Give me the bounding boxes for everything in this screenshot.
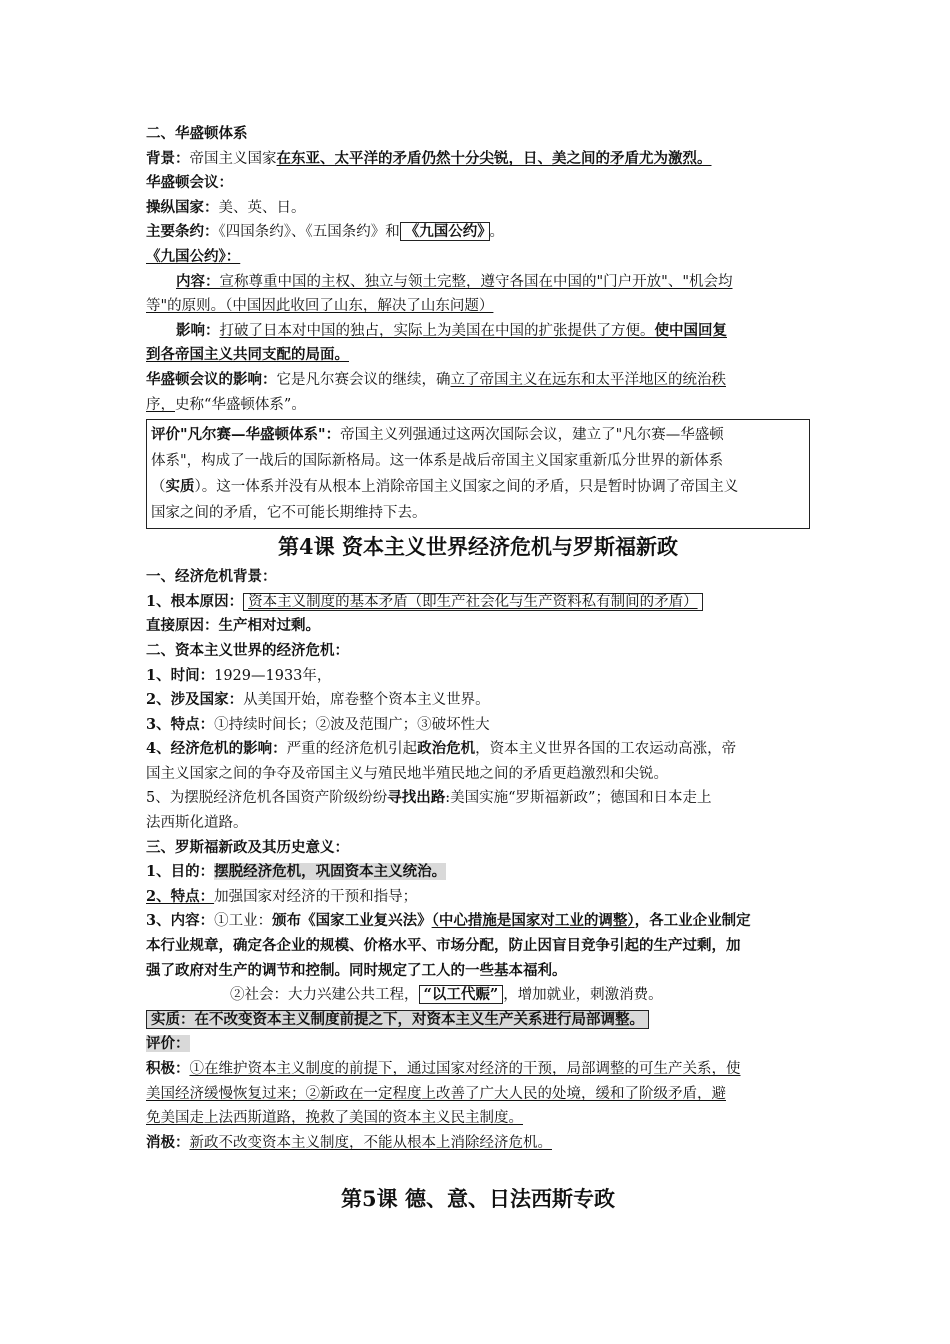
society-text-b: ，增加就业，刺激消费。	[503, 987, 663, 1004]
treaty-content-label: 内容：	[176, 272, 220, 290]
evaluation-paren-open: （	[151, 479, 166, 496]
crisis-time-label: 1、时间：	[146, 666, 215, 684]
evaluation-label: 评价"凡尔赛—华盛顿体系"：	[151, 426, 341, 444]
positive-text-1: ①在维护资本主义制度的前提下，通过国家对经济的干预，局部调整的可生产关系，使	[189, 1061, 741, 1077]
crisis-time-text: 1929—1933年，	[214, 667, 332, 684]
conference-impact-text-d: 史称“华盛顿体系”。	[175, 396, 306, 413]
main-treaties-end: 。	[489, 224, 504, 241]
negative-text: 新政不改变资本主义制度，不能从根本上消除经济危机。	[189, 1134, 552, 1151]
root-cause-label: 1、根本原因：	[146, 592, 244, 610]
society-line	[146, 983, 810, 1008]
new-deal-content-label: 3、内容：	[146, 912, 215, 930]
nine-power-treaty-box: 《九国公约》	[400, 222, 490, 241]
positive-label: 积极：	[146, 1060, 190, 1077]
work-relief-box: “以工代赈”	[419, 985, 504, 1004]
escape-line-2: 法西斯化道路。	[146, 815, 248, 832]
treaty-impact-line-2: 到各帝国主义共同支配的局面。	[146, 346, 349, 364]
background-emphasis-text: 在东亚、太平洋的矛盾仍然十分尖锐，日、美之间的矛盾尤为激烈。	[276, 149, 712, 167]
crisis-features-text: ①持续时间长；②波及范围广；③破坏性大	[214, 716, 490, 733]
background-plain-text: 帝国主义国家	[189, 150, 277, 167]
evaluation-text-1: 帝国主义列强通过这两次国际会议，建立了"凡尔赛—华盛顿	[340, 427, 724, 444]
crisis-impact-text-b: ，资本主义世界各国的工农运动高涨，帝	[475, 741, 737, 758]
background-label: 背景：	[146, 149, 190, 167]
conference-impact-text-b: 立了帝国主义在远东和太平洋地区的统治秩	[450, 371, 726, 388]
essence-line	[146, 1008, 810, 1033]
escape-line-1	[146, 786, 810, 811]
purpose-line	[146, 860, 810, 885]
evaluation-text-3: ）。这一体系并没有从根本上消除帝国主义国家之间的矛盾，只是暂时协调了帝国主义	[194, 479, 739, 496]
conference-impact-line-2	[146, 393, 810, 418]
background-line	[146, 147, 810, 172]
new-deal-content-line-2: 本行业规章，确定各企业的规模、价格水平、市场分配，防止因盲目竞争引起的生产过剩，加	[146, 937, 741, 955]
society-text-a: ②社会：大力兴建公共工程，	[230, 987, 419, 1004]
escape-text-a: 5、为摆脱经济危机各国资产阶级纷纷	[146, 790, 388, 807]
main-treaties-label: 主要条约：	[146, 223, 219, 241]
industry-label: ①工业：	[214, 913, 273, 930]
escape-text-b: :美国实施“罗斯福新政”；德国和日本走上	[445, 790, 712, 807]
treaty-content-text-1: 宣称尊重中国的主权、独立与领土完整，遵守各国在中国的"门户开放"、"机会均	[219, 273, 733, 290]
crisis-background-heading: 一、经济危机背景：	[146, 568, 277, 586]
main-treaties-text: 《四国条约》、《五国条约》和	[218, 224, 400, 241]
evaluation-box	[146, 419, 810, 529]
washington-conference-label: 华盛顿会议：	[146, 174, 233, 192]
evaluation-line-4: 国家之间的矛盾，它不可能长期维持下去。	[151, 505, 427, 522]
crisis-countries-text: 从美国开始，席卷整个资本主义世界。	[243, 692, 490, 709]
industry-central-measure: （中心措施是国家对工业的调整）	[431, 912, 635, 930]
controlling-countries-line	[146, 196, 810, 221]
new-deal-heading: 三、罗斯福新政及其历史意义：	[146, 838, 349, 856]
evaluation-line-3	[151, 474, 805, 500]
crisis-impact-emphasis: 政治危机	[417, 740, 476, 758]
treaty-impact-emphasis-1: 使中国回复	[654, 321, 727, 339]
essence-box: 实质：在不改变资本主义制度前提之下，对资本主义生产关系进行局部调整。	[146, 1010, 649, 1029]
new-deal-content-line-3: 强了政府对生产的调节和控制。同时规定了工人的一些基本福利。	[146, 961, 567, 979]
evaluation-line-1	[151, 422, 805, 448]
crisis-heading: 二、资本主义世界的经济危机：	[146, 641, 349, 659]
crisis-time-line	[146, 664, 810, 689]
positive-line-2: 美国经济缓慢恢复过来；②新政在一定程度上改善了广大人民的处境，缓和了阶级矛盾，避	[146, 1085, 726, 1102]
crisis-impact-line-1	[146, 737, 810, 762]
conference-impact-line-1	[146, 368, 810, 393]
conference-impact-label: 华盛顿会议的影响：	[146, 370, 277, 388]
industry-act: 颁布《国家工业复兴法》	[272, 912, 432, 930]
crisis-countries-line	[146, 688, 810, 713]
treaty-impact-line-1	[146, 319, 810, 344]
section-heading-washington-system: 二、华盛顿体系	[146, 125, 248, 142]
new-deal-features-label: 2、特点：	[146, 887, 215, 905]
treaty-impact-label: 影响：	[176, 321, 220, 339]
evaluation-essence-word: 实质	[165, 478, 195, 496]
spacer	[146, 1155, 810, 1181]
purpose-text: 摆脱经济危机，巩固资本主义统治。	[214, 863, 447, 881]
crisis-impact-label: 4、经济危机的影响：	[146, 740, 287, 758]
crisis-features-line	[146, 713, 810, 738]
industry-text: ，各工业企业制定	[634, 912, 751, 930]
negative-line	[146, 1131, 810, 1156]
crisis-impact-text-a: 严重的经济危机引起	[286, 741, 418, 758]
purpose-label: 1、目的：	[146, 863, 215, 881]
positive-line-1	[146, 1057, 810, 1082]
new-deal-content-line-1	[146, 909, 810, 934]
treaty-content-line-2: 等"的原则。（中国因此收回了山东，解决了山东问题）	[146, 298, 494, 315]
conference-impact-text-c: 序，	[146, 396, 175, 413]
root-cause-line	[146, 590, 810, 615]
crisis-features-label: 3、特点：	[146, 715, 215, 733]
controlling-countries-text: 美、英、日。	[218, 199, 306, 216]
positive-line-3: 免美国走上法西斯道路，挽救了美国的资本主义民主制度。	[146, 1110, 523, 1127]
new-deal-evaluation-label: 评价：	[146, 1035, 190, 1053]
negative-label: 消极：	[146, 1133, 190, 1151]
new-deal-features-line	[146, 885, 810, 910]
conference-impact-text-a: 它是凡尔赛会议的继续，确	[276, 371, 451, 388]
main-treaties-line	[146, 220, 810, 245]
direct-cause-line: 直接原因：生产相对过剩。	[146, 617, 320, 635]
lesson-4-title: 第4课 资本主义世界经济危机与罗斯福新政	[278, 534, 678, 560]
document-page	[146, 122, 810, 1217]
controlling-countries-label: 操纵国家：	[146, 198, 219, 216]
evaluation-heading-line	[146, 1032, 810, 1057]
treaty-content-line-1	[146, 270, 810, 295]
crisis-impact-line-2: 国主义国家之间的争夺及帝国主义与殖民地半殖民地之间的矛盾更趋激烈和尖锐。	[146, 765, 668, 782]
nine-power-treaty-title: 《九国公约》：	[146, 247, 241, 265]
root-cause-box: 资本主义制度的基本矛盾（即生产社会化与生产资料私有制间的矛盾）	[243, 593, 703, 611]
escape-emphasis: 寻找出路	[387, 789, 446, 807]
evaluation-line-2: 体系"，构成了一战后的国际新格局。这一体系是战后帝国主义国家重新瓜分世界的新体系	[151, 453, 724, 470]
treaty-impact-text: 打破了日本对中国的独占，实际上为美国在中国的扩张提供了方便。	[219, 322, 655, 339]
crisis-countries-label: 2、涉及国家：	[146, 691, 244, 709]
lesson-5-title: 第5课 德、意、日法西斯专政	[341, 1186, 615, 1212]
new-deal-features-text: 加强国家对经济的干预和指导；	[214, 888, 418, 905]
